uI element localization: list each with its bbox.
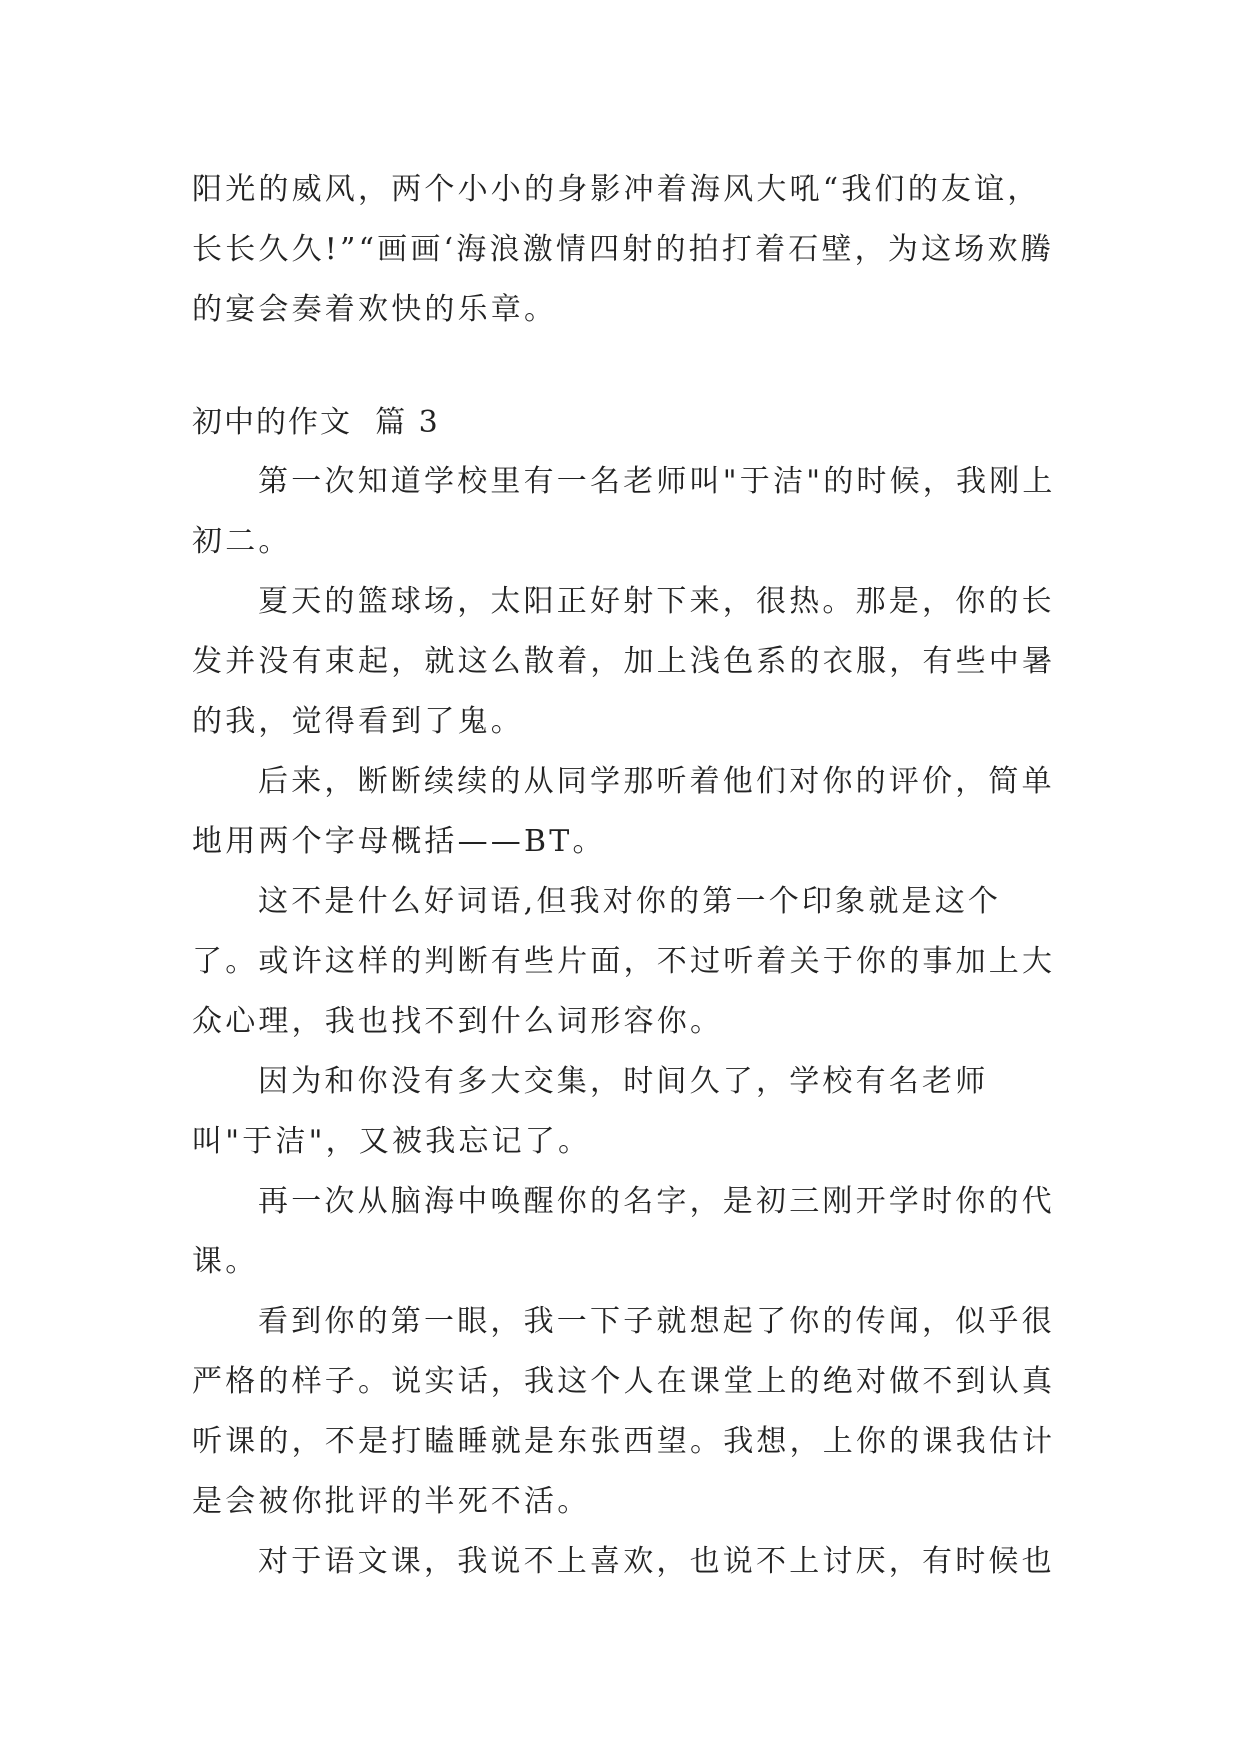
paragraph: 因为和你没有多大交集，时间久了，学校有名老师叫"于洁"，又被我忘记了。: [192, 1064, 989, 1159]
paragraph: 对于语文课，我说不上喜欢，也说不上讨厌，有时候也: [258, 1544, 1055, 1579]
continuation-paragraph: 阳光的威风，两个小小的身影冲着海风大吼“我们的友谊，长长久久!”“画画‘海浪激情四射的拍打着石壁，为这场欢腾的宴会奏着欢快的乐章。: [192, 172, 1054, 327]
paragraph: 后来，断断续续的从同学那听着他们对你的评价，简单地用两个字母概括——BT。: [192, 764, 1055, 859]
essay-body: [192, 452, 1062, 1592]
paragraph: 第一次知道学校里有一名老师叫"于洁"的时候，我刚上初二。: [192, 464, 1056, 559]
continuation-block: [192, 160, 1062, 340]
paragraph: 再一次从脑海中唤醒你的名字，是初三刚开学时你的代课。: [192, 1184, 1055, 1279]
section-title: 初中的作文 篇 3: [192, 405, 440, 440]
paragraph: 夏天的篮球场，太阳正好射下来，很热。那是，你的长发并没有束起，就这么散着，加上浅色系的衣服，有些中暑的我，觉得看到了鬼。: [192, 584, 1056, 739]
paragraph: 看到你的第一眼，我一下子就想起了你的传闻，似乎很严格的样子。说实话，我这个人在课堂上的绝对做不到认真听课的，不是打瞌睡就是东张西望。我想，上你的课我估计是会被你批评的半死不活。: [192, 1304, 1056, 1519]
paragraph: 这不是什么好词语,但我对你的第一个印象就是这个了。或许这样的判断有些片面，不过听着关于你的事加上大众心理，我也找不到什么词形容你。: [192, 884, 1056, 1039]
